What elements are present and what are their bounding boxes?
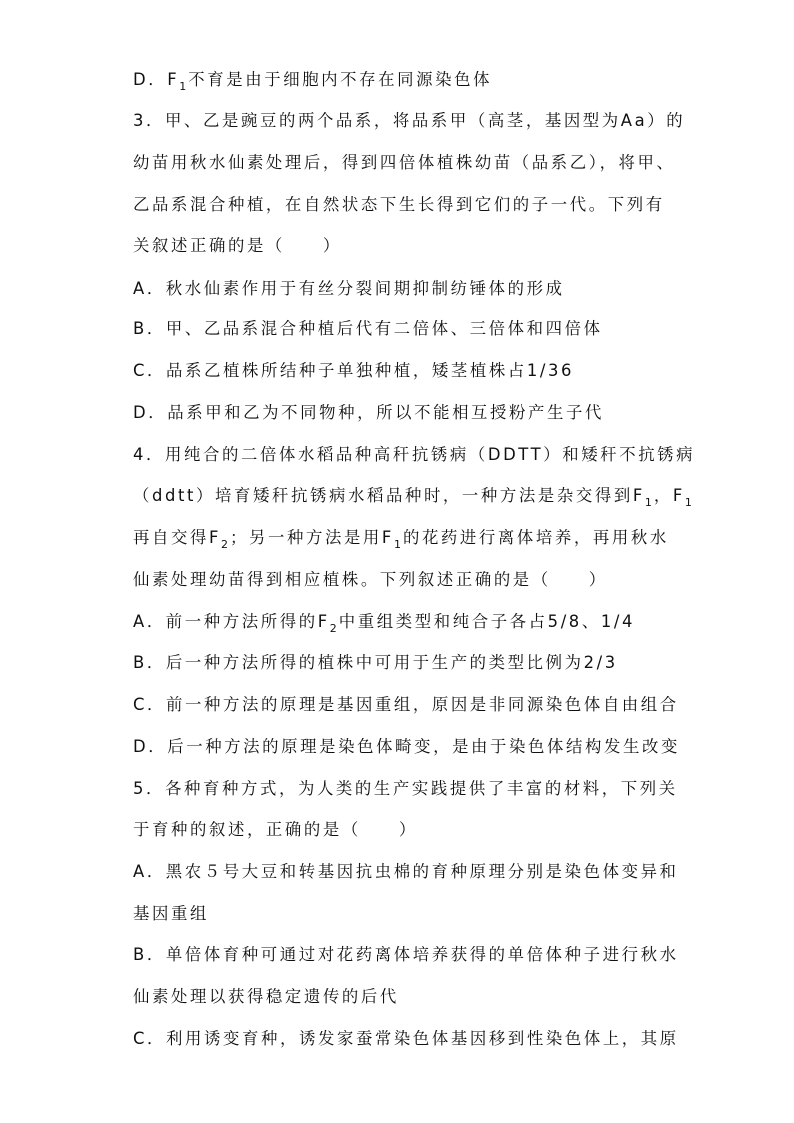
subscript: 2 <box>221 538 228 551</box>
option-b-q4 <box>133 653 678 673</box>
option-c-q4 <box>133 695 678 715</box>
text-segment: 3．甲、乙是豌豆的两个品系，将品系甲（高茎，基因型为Aa）的 <box>133 111 686 130</box>
text-segment: 5．各种育种方式，为人类的生产实践提供了丰富的材料，下列关 <box>133 779 678 798</box>
question-4-stem-line-4 <box>133 570 678 590</box>
text-segment: 幼苗用秋水仙素处理后，得到四倍体植株幼苗（品系乙），将甲、 <box>133 153 676 172</box>
question-5-stem-line-2 <box>133 820 678 840</box>
text-segment: 基因重组 <box>133 904 209 923</box>
text-segment: （ddtt）培育矮秆抗锈病水稻品种时，一种方法是杂交得到F <box>133 486 645 505</box>
text-segment: D．F <box>133 70 180 89</box>
question-4-stem-line-1 <box>133 445 696 465</box>
text-segment: A．前一种方法所得的F <box>133 612 330 631</box>
text-segment: B．单倍体育种可通过对花药离体培养获得的单倍体种子进行秋水 <box>133 945 679 964</box>
text-segment: 仙素处理幼苗得到相应植株。下列叙述正确的是（ ） <box>133 570 608 589</box>
question-3-stem-line-3 <box>133 195 678 215</box>
text-segment: B．甲、乙品系混合种植后代有二倍体、三倍体和四倍体 <box>133 319 603 338</box>
subscript: 1 <box>684 496 692 509</box>
subscript: 1 <box>644 496 652 509</box>
text-segment: 4．用纯合的二倍体水稻品种高秆抗锈病（DDTT）和矮秆不抗锈病 <box>133 445 696 464</box>
option-a-q5-continued <box>133 904 678 924</box>
option-d-q2 <box>133 70 678 92</box>
question-3-stem-line-1 <box>133 111 686 131</box>
option-d-q4 <box>133 737 678 757</box>
text-segment: D．品系甲和乙为不同物种，所以不能相互授粉产生子代 <box>133 403 604 422</box>
text-segment: 乙品系混合种植，在自然状态下生长得到它们的子一代。下列有 <box>133 195 665 214</box>
text-segment: 再自交得F <box>133 528 221 547</box>
text-segment: C．前一种方法的原理是基因重组，原因是非同源染色体自由组合 <box>133 695 679 714</box>
text-segment: C．利用诱变育种，诱发家蚕常染色体基因移到性染色体上，其原 <box>133 1029 679 1048</box>
question-4-stem-line-2 <box>133 486 692 509</box>
text-segment: C．品系乙植株所结种子单独种植，矮茎植株占1/36 <box>133 361 575 380</box>
subscript: 1 <box>393 538 401 551</box>
option-b-q5-continued <box>133 987 678 1007</box>
text-segment: 仙素处理以获得稳定遗传的后代 <box>133 987 399 1006</box>
text-segment: 于育种的叙述，正确的是（ ） <box>133 820 418 839</box>
option-a-q5 <box>133 862 678 882</box>
option-b-q3 <box>133 319 678 339</box>
text-segment: ；另一种方法是用F <box>230 528 394 547</box>
subscript: 1 <box>179 80 187 93</box>
option-d-q3 <box>133 403 678 423</box>
option-a-q3 <box>133 279 678 299</box>
option-b-q5 <box>133 945 678 965</box>
text-segment: A．秋水仙素作用于有丝分裂间期抑制纺锤体的形成 <box>133 279 565 298</box>
text-segment: 关叙述正确的是（ ） <box>133 236 342 255</box>
option-c-q5 <box>133 1029 678 1049</box>
text-segment: B．后一种方法所得的植株中可用于生产的类型比例为2/3 <box>133 653 618 672</box>
subscript: 2 <box>329 622 337 635</box>
question-3-stem-line-2 <box>133 153 678 173</box>
option-a-q4 <box>133 612 678 634</box>
text-segment: 中重组类型和纯合子各占5/8、1/4 <box>338 612 636 631</box>
text-segment: A．黑农５号大豆和转基因抗虫棉的育种原理分别是染色体变异和 <box>133 862 679 881</box>
text-segment: 不育是由于细胞内不存在同源染色体 <box>188 70 493 89</box>
question-3-stem-line-4 <box>133 236 678 256</box>
option-c-q3 <box>133 361 678 381</box>
question-4-stem-line-3 <box>133 528 678 550</box>
text-segment: 的花药进行离体培养，再用秋水 <box>402 528 669 547</box>
text-segment: ，F <box>653 486 685 505</box>
text-segment: D．后一种方法的原理是染色体畸变，是由于染色体结构发生改变 <box>133 737 680 756</box>
question-5-stem-line-1 <box>133 779 678 799</box>
